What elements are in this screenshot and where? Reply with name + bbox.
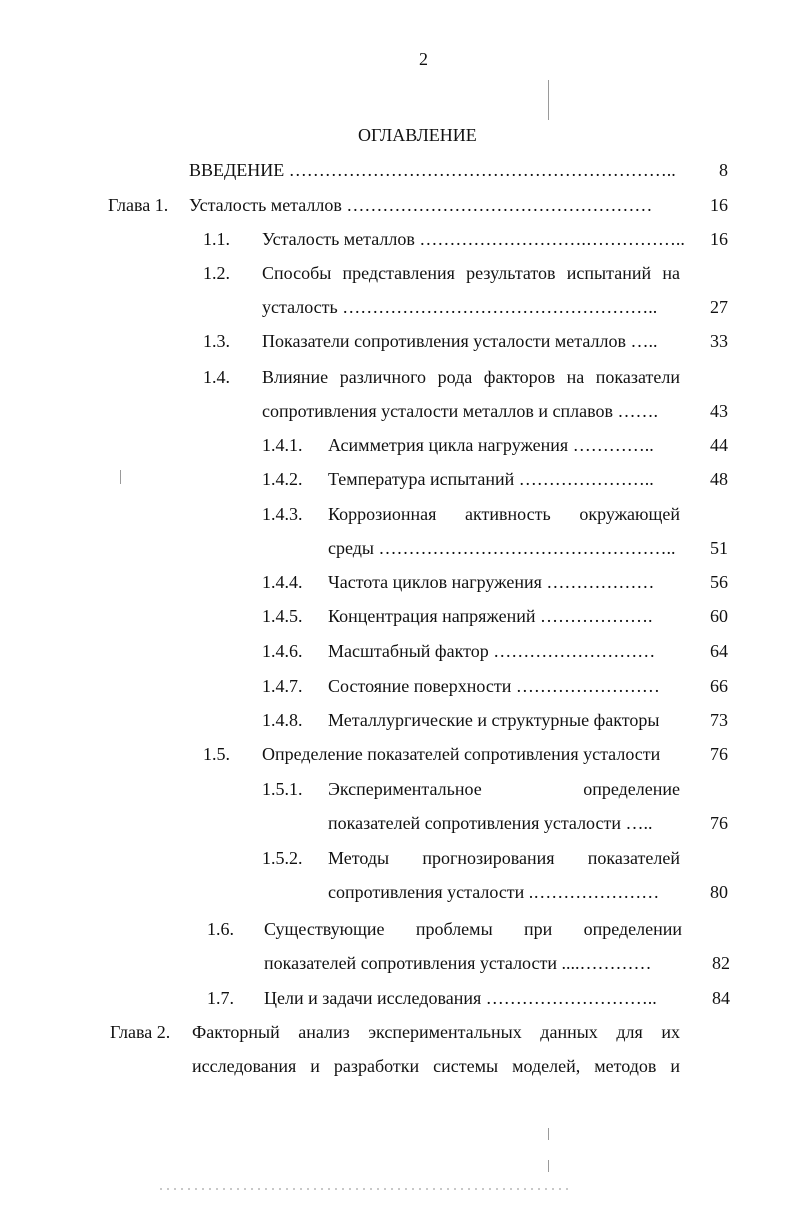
toc-page-number: 16 <box>710 195 728 215</box>
toc-entry-line2: показателей сопротивления усталости ....………… <box>264 953 652 973</box>
toc-page-number: 84 <box>712 988 730 1008</box>
toc-title: ОГЛАВЛЕНИЕ <box>358 125 477 145</box>
section-number: 1.4.5. <box>262 606 303 626</box>
toc-entry-line1: Экспериментальное определение <box>328 779 680 799</box>
section-number: 1.4.3. <box>262 504 303 524</box>
toc-page-number: 60 <box>710 606 728 626</box>
section-number: 1.4.2. <box>262 469 303 489</box>
section-number: 1.4.1. <box>262 435 303 455</box>
toc-entry-line2: среды ………………………………………….. <box>328 538 676 558</box>
section-number: 1.5.2. <box>262 848 303 868</box>
toc-entry-text: Частота циклов нагружения ……………… <box>328 572 655 592</box>
toc-entry-line1: Влияние различного рода факторов на показатели <box>262 367 680 387</box>
scan-speck <box>548 1128 549 1140</box>
toc-page-number: 44 <box>710 435 728 455</box>
section-number: 1.6. <box>207 919 234 939</box>
section-number: 1.3. <box>203 331 230 351</box>
section-number: 1.2. <box>203 263 230 283</box>
section-number: 1.4.6. <box>262 641 303 661</box>
toc-entry-line1: Методы прогнозирования показателей <box>328 848 680 868</box>
toc-page-number: 48 <box>710 469 728 489</box>
toc-page-number: 64 <box>710 641 728 661</box>
page-number: 2 <box>419 49 428 69</box>
chapter-label: Глава 1. <box>108 195 169 215</box>
toc-page-number: 8 <box>719 160 728 180</box>
toc-entry-text: Определение показателей сопротивления усталости <box>262 744 661 764</box>
toc-entry-line2: сопротивления усталости металлов и сплавов ……. <box>262 401 658 421</box>
section-number: 1.7. <box>207 988 234 1008</box>
toc-page-number: 73 <box>710 710 728 730</box>
toc-entry-text: Масштабный фактор ……………………… <box>328 641 656 661</box>
section-number: 1.4. <box>203 367 230 387</box>
toc-entry-text: Усталость металлов ……………………….…………….. <box>262 229 685 249</box>
toc-page-number: 80 <box>710 882 728 902</box>
toc-entry-text: Металлургические и структурные факторы <box>328 710 660 730</box>
section-number: 1.4.8. <box>262 710 303 730</box>
toc-page-number: 16 <box>710 229 728 249</box>
toc-page-number: 76 <box>710 813 728 833</box>
section-number: 1.5.1. <box>262 779 303 799</box>
toc-page-number: 66 <box>710 676 728 696</box>
toc-entry-line1: Факторный анализ экспериментальных данных для их <box>192 1022 680 1042</box>
section-number: 1.4.7. <box>262 676 303 696</box>
section-number: 1.1. <box>203 229 230 249</box>
scan-speck <box>120 470 121 484</box>
toc-page-number: 43 <box>710 401 728 421</box>
toc-entry-line2: исследования и разработки системы моделей, методов и <box>192 1056 680 1076</box>
toc-page-number: 76 <box>710 744 728 764</box>
toc-page-number: 82 <box>712 953 730 973</box>
toc-entry-text: Асимметрия цикла нагружения ………….. <box>328 435 654 455</box>
toc-page-number: 51 <box>710 538 728 558</box>
toc-entry-text: Концентрация напряжений ………………. <box>328 606 653 626</box>
toc-entry-text: Состояние поверхности …………………… <box>328 676 660 696</box>
toc-entry-text: Усталость металлов …………………………………………… <box>189 195 653 215</box>
toc-entry-text: Температура испытаний ………………….. <box>328 469 654 489</box>
toc-entry-line2: показателей сопротивления усталости ….. <box>328 813 653 833</box>
chapter-label: Глава 2. <box>110 1022 171 1042</box>
toc-entry-line1: Коррозионная активность окружающей <box>328 504 680 524</box>
section-number: 1.5. <box>203 744 230 764</box>
scan-speck <box>548 80 549 120</box>
toc-entry-line1: Существующие проблемы при определении <box>264 919 682 939</box>
toc-entry-text: Показатели сопротивления усталости металлов ….. <box>262 331 658 351</box>
toc-entry-line2: сопротивления усталости .………………… <box>328 882 660 902</box>
toc-entry-line1: Способы представления результатов испытаний на <box>262 263 680 283</box>
toc-entry-line2: усталость …………………………………………….. <box>262 297 658 317</box>
toc-page-number: 56 <box>710 572 728 592</box>
toc-entry-text: ВВЕДЕНИЕ ……………………………………………………….. <box>189 160 676 180</box>
section-number: 1.4.4. <box>262 572 303 592</box>
scan-noise <box>160 1188 570 1190</box>
toc-entry-text: Цели и задачи исследования ……………………….. <box>264 988 657 1008</box>
toc-page-number: 27 <box>710 297 728 317</box>
scan-speck <box>548 1160 549 1172</box>
toc-page-number: 33 <box>710 331 728 351</box>
